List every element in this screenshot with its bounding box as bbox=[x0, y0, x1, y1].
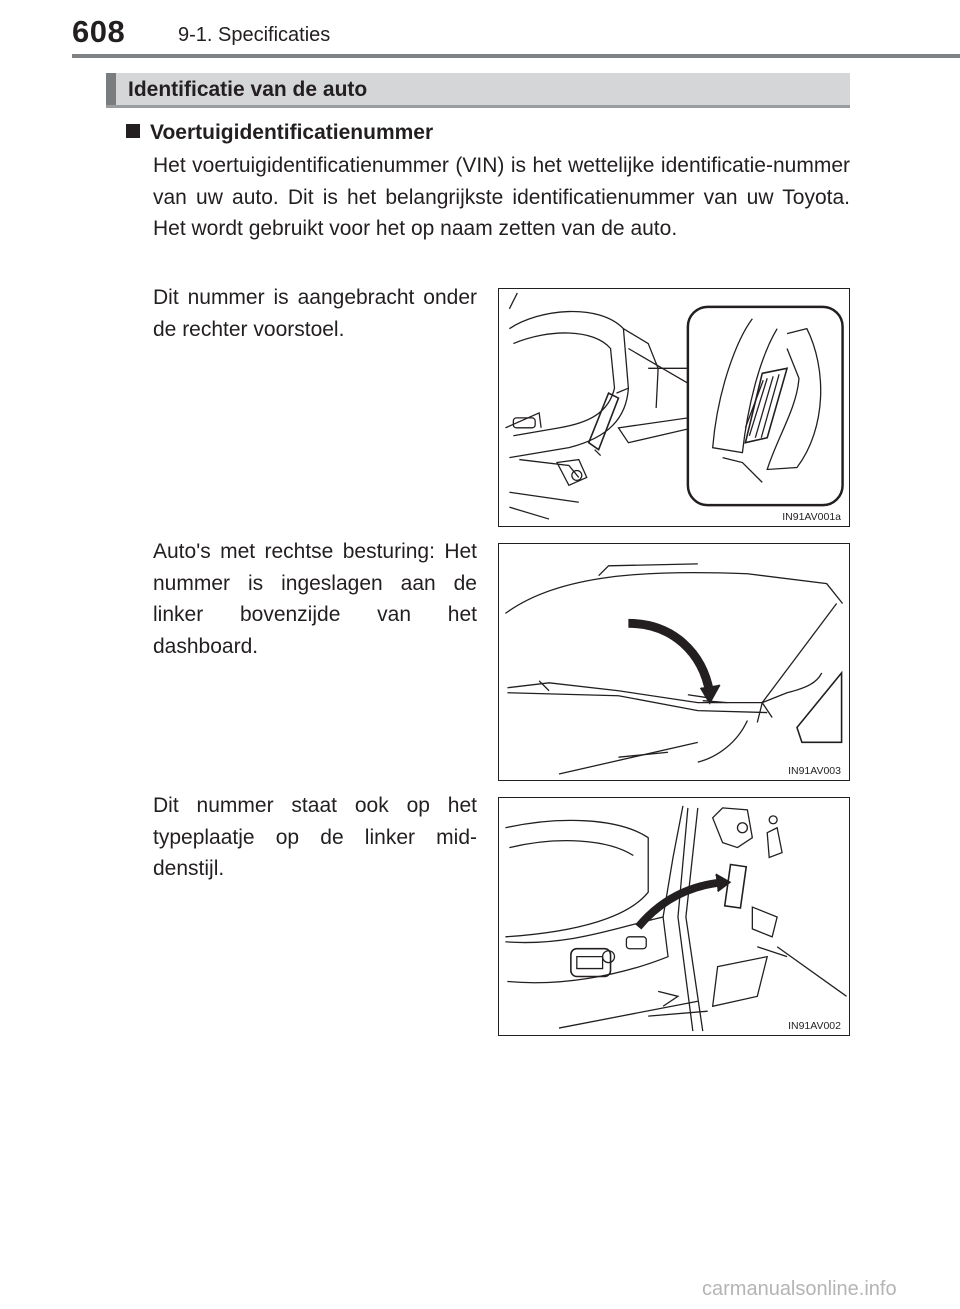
subhead-text: Voertuigidentificatienummer bbox=[150, 121, 434, 144]
figure-code: IN91AV002 bbox=[788, 1020, 841, 1032]
figure-seat bbox=[498, 288, 850, 527]
header-rule bbox=[72, 54, 960, 58]
dashboard-vin-location-illustration bbox=[499, 544, 849, 780]
section-title: Identificatie van de auto bbox=[128, 78, 368, 101]
page-number: 608 bbox=[72, 14, 126, 49]
seat-paragraph: Dit nummer is aangebracht onder de rechter voorstoel. bbox=[153, 286, 477, 341]
intro-paragraph: Het voertuigidentificatienummer (VIN) is het wettelijke identificatie-nummer van uw auto. Dit is het belangrijkste identificatienummer van uw Toyota. Het wordt gebruikt voor het op naam zetten van de auto. bbox=[153, 154, 850, 240]
section-title-bar bbox=[106, 73, 850, 108]
dashboard-paragraph: Auto's met rechtse besturing: Het nummer is ingeslagen aan de linker bovenzijde van het dashboard. bbox=[153, 540, 477, 658]
section-label: 9-1. Specificaties bbox=[178, 24, 331, 46]
pillar-plate-location-illustration bbox=[499, 798, 849, 1035]
square-bullet-icon bbox=[126, 124, 140, 138]
pillar-paragraph: Dit nummer staat ook op het typeplaatje op de linker mid-denstijl. bbox=[153, 794, 477, 880]
title-accent bbox=[106, 73, 116, 105]
subhead bbox=[126, 121, 433, 145]
figure-code: IN91AV003 bbox=[788, 765, 841, 777]
seat-vin-location-illustration bbox=[499, 289, 849, 526]
figure-code: IN91AV001a bbox=[782, 511, 841, 523]
watermark: carmanualsonline.info bbox=[702, 1278, 897, 1300]
figure-pillar bbox=[498, 797, 850, 1036]
figure-dashboard bbox=[498, 543, 850, 781]
